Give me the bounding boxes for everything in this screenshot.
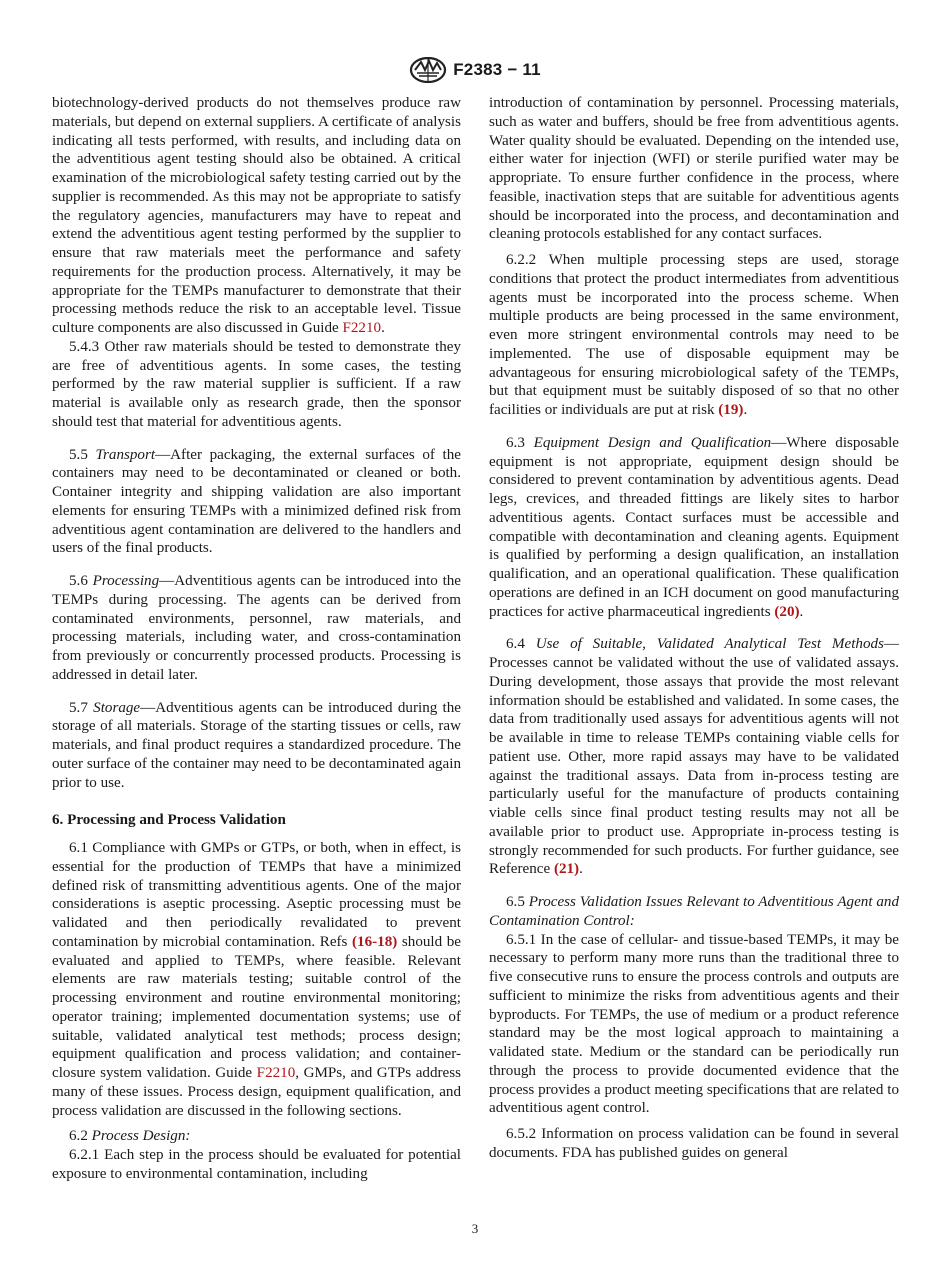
page-number: 3 <box>471 1221 479 1236</box>
paragraph-5-5: 5.5 Transport—After packaging, the external surfaces of the containers may need to be decontaminated or cleaned or both. Container integrity and shipping validation are also important elements for ensuring TEMPs with a minimized defined risk from adventitious agent contamination are delivered to the handlers and users of the final products. <box>52 446 461 557</box>
left-column <box>52 94 461 1184</box>
paragraph-6-2: 6.2 Process Design: <box>69 1128 191 1145</box>
page-header <box>0 57 950 83</box>
paragraph-6-1: 6.1 Compliance with GMPs or GTPs, or both, when in effect, is essential for the production of TEMPs that have a minimized defined risk of transmitting adventitious agents. One of the major considerations is aseptic processing. Aseptic processing must be validated and then periodically revalidated to prevent contamination by microbial contamination. Refs (16-18) should be evaluated and applied to TEMPs, where feasible. Relevant elements are raw materials testing; suitable control of the processing environment and routine environmental monitoring; operator training; implemented documentation systems; use of suitable, validated analytical test methods; process design; equipment qualification and process validation; and container-closure system validation. Guide F2210, GMPs, and GTPs address many of these issues. Process design, equipment qualification, and process validation are discussed in the following sections. <box>52 840 461 1119</box>
paragraph-6-4: 6.4 Use of Suitable, Validated Analytical Test Methods—Processes cannot be validated without the use of validated assays. During development, those assays that provide the most relevant information should be established and validated. In some cases, the data from traditionally used assays for adventitious agents will not be available in time to release TEMPs containing viable cells for patient use. Other, more rapid assays may have to be validated against the traditional assays. Data from in-process testing are particularly useful for the manufacture of products containing viable cells since final product testing results may not all be available prior to product use. Appropriate in-process testing is strongly recommended for such products. For further guidance, see Reference (21). <box>489 636 900 878</box>
right-column <box>489 94 899 1163</box>
reference-link[interactable]: F2210 <box>342 320 382 336</box>
paragraph-6-3: 6.3 Equipment Design and Qualification—Where disposable equipment is not appropriate, equipment design should be considered to prevent contamination by adventitious agents. Dead legs, crevices, and threaded fittings are likely sites to harbor adventitious agents. Contact surfaces must be accessible and compatible with decontamination and cleaning agents. Equipment is qualified by performing a design qualification, an installation qualification, and an operational qualification. These qualification operations are defined in an ICH document on good manufacturing practices for active pharmaceutical ingredients (20). <box>489 434 899 620</box>
reference-link[interactable]: (20) <box>774 603 800 620</box>
paragraph-6-5: 6.5 Process Validation Issues Relevant to Adventitious Agent and Contamination Control: <box>489 894 899 929</box>
paragraph-6-2-1: 6.2.1 Each step in the process should be evaluated for potential exposure to environmental contamination, including <box>52 1147 461 1182</box>
document-id: F2383 − 11 <box>453 60 541 79</box>
reference-link[interactable]: (19) <box>718 402 744 418</box>
reference-link[interactable]: F2210 <box>256 1065 296 1081</box>
paragraph-5-4-3: 5.4.3 Other raw materials should be tested to demonstrate they are free of adventitious agents. In some cases, the testing performed by the raw material supplier is sufficient. If a raw material is available only as research grade, then the sponsor should test that material for adventitious agents. <box>52 338 461 430</box>
paragraph-6-2-2: 6.2.2 When multiple processing steps are used, storage conditions that protect the product intermediates from adventitious agents must be incorporated into the process scheme. When multiple products are being processed in the same environment, even more stringent environmental controls may need to be implemented. The use of disposable equipment may be advantageous for ensuring microbiological safety of the TEMPs, but that equipment must be suitably disposed of so that no other facilities or individuals are put at risk (19). <box>489 252 899 418</box>
paragraph-6-2-1-continued: introduction of contamination by personnel. Processing materials, such as water and buffers, should be free from adventitious agents. Water quality should be evaluated. Depending on the intended use, either water for injection (WFI) or sterile purified water may be appropriate. To ensure further confidence in the process, where feasible, inactivation steps that are suitable for adventitious agents should be incorporated into the process, and decontamination and cleaning protocols established for any contact surfaces. <box>489 95 899 243</box>
paragraph-6-5-1: 6.5.1 In the case of cellular- and tissue-based TEMPs, it may be necessary to perform many more runs than the traditional three to five consecutive runs to ensure the process controls and outputs are sufficient to minimize the risks from adventitious agents and their byproducts. For TEMPs, the use of medium or a product reference standard may be the most logical approach to maintaining a validated state. Medium or the standard can be periodically run through the process to provide documented evidence that the process provides a product meeting specifications that are related to adventitious agent control. <box>489 931 899 1117</box>
reference-link[interactable]: (21) <box>553 861 580 878</box>
paragraph-5-6: 5.6 Processing—Adventitious agents can be introduced into the TEMPs during processing. The agents can be derived from contaminated environments, personnel, raw materials, and processing materials, including water, and cross-contamination from previously or concurrently processed products. Processing is addressed in detail later. <box>52 573 462 683</box>
reference-link[interactable]: (16-18) <box>352 933 398 950</box>
paragraph-5-7: 5.7 Storage—Adventitious agents can be introduced during the storage of all materials. Storage of the starting tissues or cells, raw materials, and final product requires a standardized procedure. The outer surface of the container may need to be decontaminated again prior to use. <box>52 699 461 791</box>
section-heading-6: 6. Processing and Process Validation <box>52 812 286 829</box>
paragraph-5-4-2-continued: biotechnology-derived products do not themselves produce raw materials, but depend on external suppliers. A certificate of analysis indicating all tests performed, with results, and including data on the adventitious agent testing should also be obtained. A critical examination of the microbiological safety testing carried out by the supplier is recommended. As this may not be appropriate to satisfy the regulatory agencies, manufacturers may have to repeat and extend the adventitious agent testing performed by the supplier to ensure that raw materials meet the performance and safety requirements for the production process. Alternatively, it may be appropriate for the TEMPs manufacturer to demonstrate that their processing methods reduce the risk to an acceptable level. Tissue culture components are also discussed in Guide F2210. <box>52 95 461 336</box>
paragraph-6-5-2: 6.5.2 Information on process validation can be found in several documents. FDA has published guides on general <box>489 1126 899 1161</box>
astm-logo-icon <box>409 57 447 83</box>
